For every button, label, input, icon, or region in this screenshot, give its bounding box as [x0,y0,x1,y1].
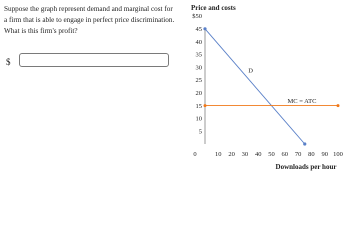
y-tick-label: 30 [195,64,202,72]
y-tick-label: 15 [195,102,202,110]
y-tick-label: 45 [195,26,202,33]
question-text: Suppose the graph represent demand and marginal cost for a firm that is able to engage in perfect price discrimination. What is this firm's profit? [4,5,175,35]
x-tick-label: 80 [308,151,315,158]
mc-atc-label: MC = ATC [287,98,317,106]
mc-atc-point-end [337,104,340,107]
x-tick-label: 0 [193,151,197,158]
demand-point-end [303,142,306,145]
chart-title: Price and costs [191,4,236,12]
demand-point-start [203,27,206,30]
x-axis-title: Downloads per hour [275,163,337,171]
mc-atc-point-start [204,104,207,107]
x-tick-label: 20 [228,151,235,158]
y-tick-label-top: $50 [192,13,202,21]
y-tick-label: 20 [195,90,202,97]
currency-symbol: $ [6,57,11,67]
x-tick-label: 50 [268,151,275,158]
y-tick-label: 10 [195,115,202,123]
x-tick-label: 90 [321,151,328,158]
x-tick-label: 10 [215,151,222,158]
y-tick-label: 25 [195,77,202,85]
y-tick-label: 5 [198,128,202,136]
x-tick-label: 60 [281,151,289,158]
x-tick-label: 70 [294,151,302,158]
y-tick-label: 35 [195,51,202,59]
x-tick-label: 30 [241,151,249,158]
demand-line [205,29,305,144]
x-tick-label: 40 [254,151,262,158]
y-tick-label: 40 [195,38,202,46]
x-tick-label: 100 [333,151,343,158]
demand-label: D [248,67,253,75]
